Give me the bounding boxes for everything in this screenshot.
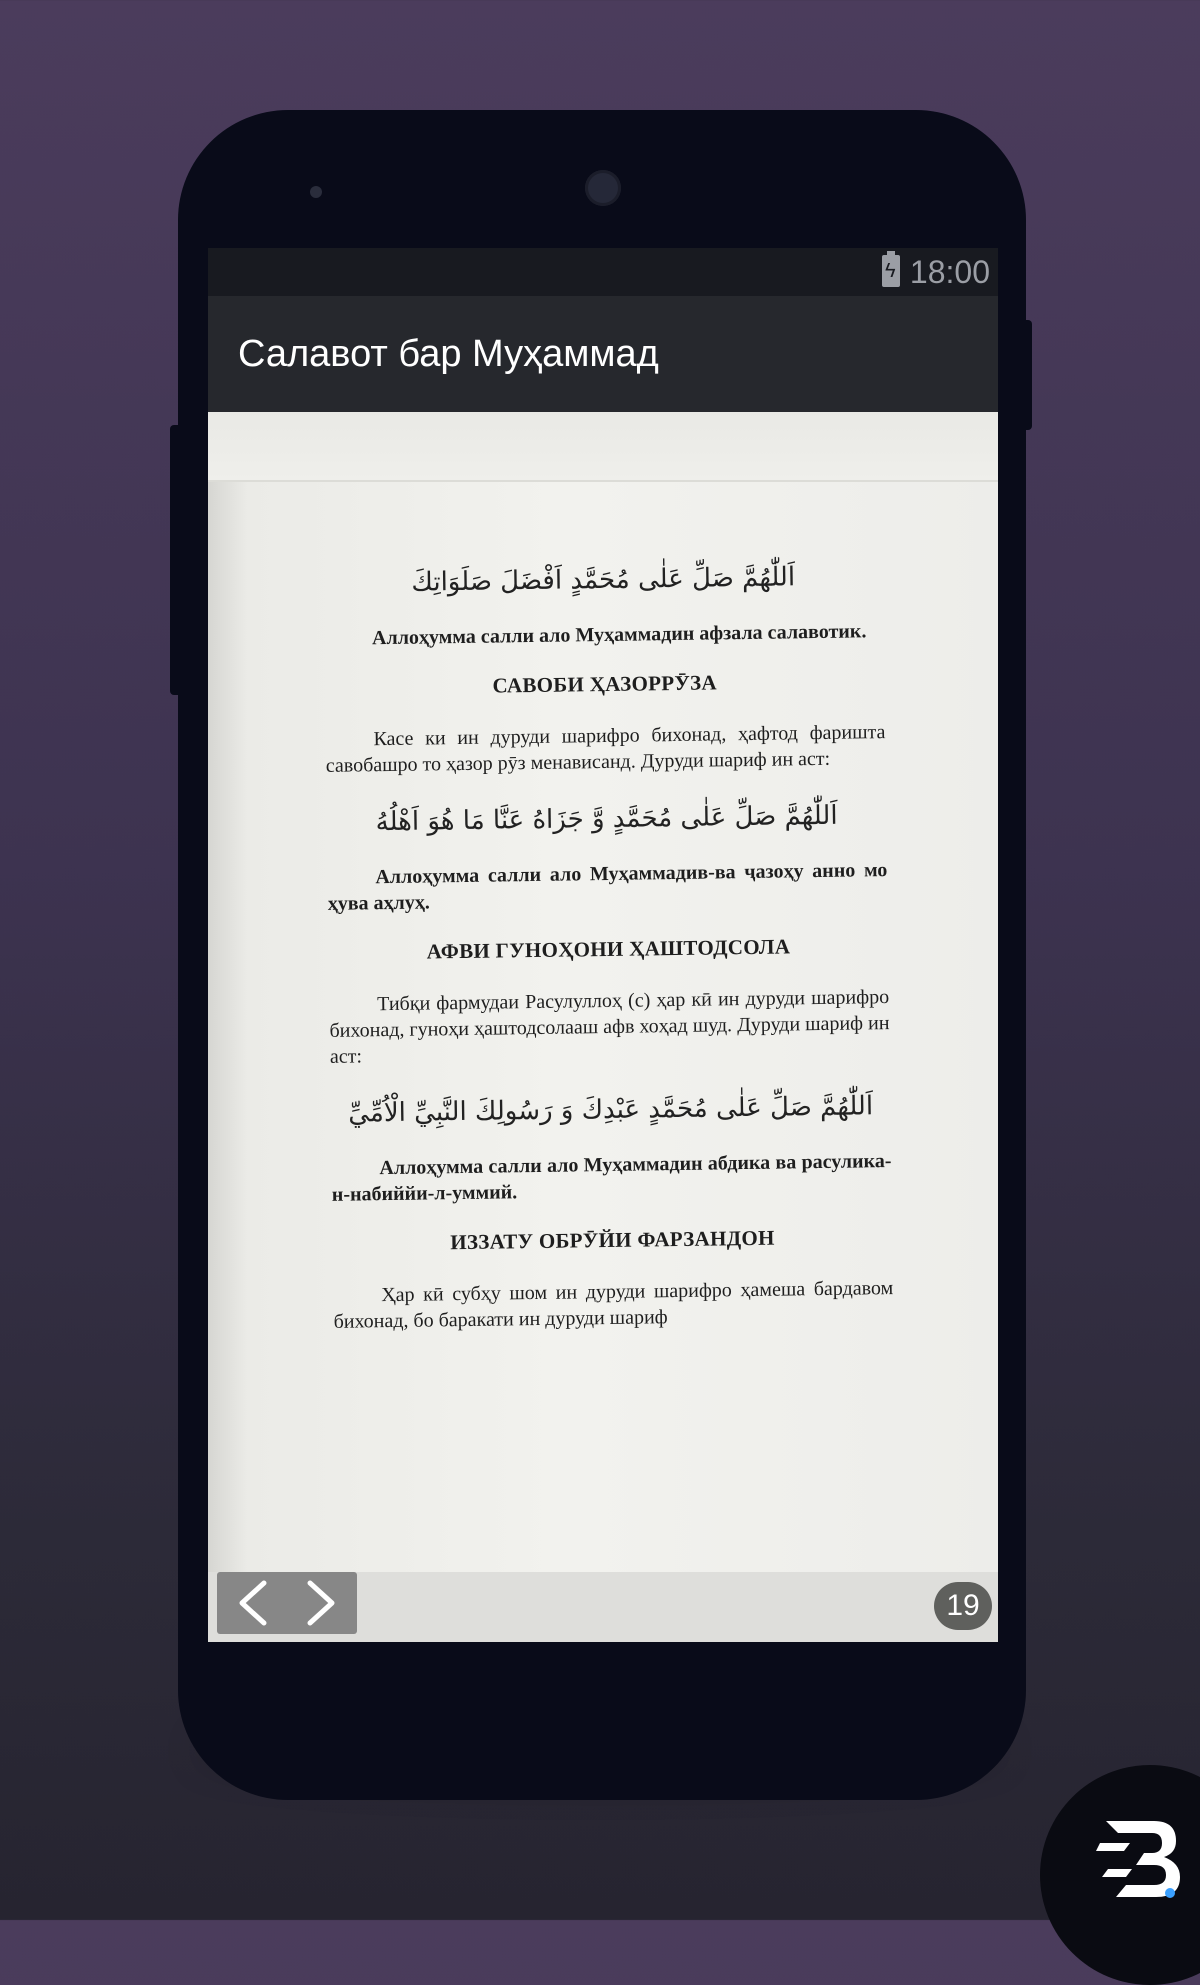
page-number-badge: 19 [934,1582,992,1630]
page-nav-buttons [217,1572,357,1634]
section-heading: АФВИ ГУНОҲОНИ ҲАШТОДСОЛА [426,934,791,964]
brand-logo [1040,1765,1200,1985]
previous-page-button[interactable] [217,1572,287,1634]
page-navigation-bar [208,1572,998,1642]
chevron-right-icon [304,1580,340,1626]
transliteration: Аллоҳумма салли ало Муҳаммадив-ва ҷазоҳу анно мо ҳува аҳлуҳ. [327,859,888,915]
chevron-left-icon [234,1580,270,1626]
front-camera [585,170,621,206]
page-image [208,412,998,1572]
status-bar [208,248,998,296]
page-content [323,556,894,1359]
arabic-prayer: اَللّٰهُمَّ صَلِّ عَلٰى مُحَمَّدٍ عَبْدِكَ وَ رَسُولِكَ النَّبِيِّ الْاُمِّيِّ [348,1091,874,1129]
transliteration: Аллоҳумма салли ало Муҳаммадин афзала салавотик. [371,620,867,650]
paragraph: Тибқи фармудаи Расулуллоҳ (с) ҳар кӣ ин дуруди шарифро бихонад, гуноҳи ҳаштодсолааш афв хоҳад шуд. Дуруди шариф ин аст: [329,986,890,1068]
paragraph: Ҳар кӣ субҳу шом ин дуруди шарифро ҳамеша бардавом бихонад, бо баракати ин дуруди шариф [333,1277,894,1333]
phone-screen [208,248,998,1642]
section-heading: ИЗЗАТУ ОБРӮЙИ ФАРЗАНДОН [450,1225,775,1255]
section-heading: САВОБИ ҲАЗОРРӮЗА [492,670,718,698]
battery-charging-icon: ϟ [882,255,900,287]
app-title: Салавот бар Муҳаммад [238,333,659,375]
next-page-button[interactable] [287,1572,357,1634]
transliteration: Аллоҳумма салли ало Муҳаммадин абдика ва расулика-н-набиййи-л-уммий. [331,1150,892,1206]
arabic-prayer: اَللّٰهُمَّ صَلِّ عَلٰى مُحَمَّدٍ اَفْضَلَ صَلَوَاتِكَ [411,562,796,598]
app-bar [208,296,998,412]
phone-sensor [310,186,322,198]
arabic-prayer: اَللّٰهُمَّ صَلِّ عَلٰى مُحَمَّدٍ وَّ جَزَاهُ عَنَّا مَا هُوَ اَهْلُهُ [375,800,838,838]
paragraph: Касе ки ин дуруди шарифро бихонад, ҳафтод фаришта савобашро то ҳазор рӯз менависанд. Дуруди шариф ин аст: [325,721,886,777]
brand-logo-icon [1096,1813,1186,1903]
status-time: 18:00 [909,254,990,290]
page-viewer[interactable] [208,412,998,1642]
